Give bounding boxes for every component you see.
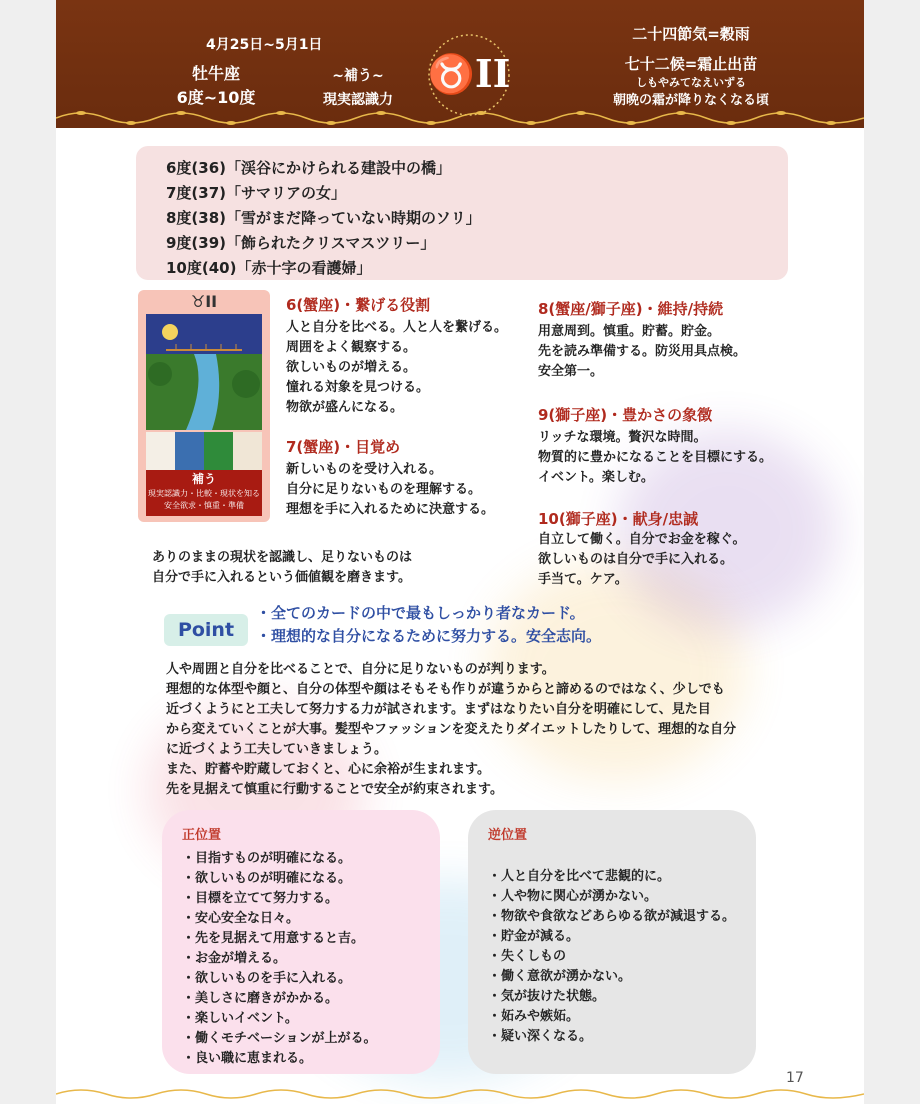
section-7-title: 7(蟹座)・目覚め bbox=[286, 438, 401, 456]
section-10-title: 10(獅子座)・献身/忠誠 bbox=[538, 510, 699, 528]
theme-subtitle: ~補う~ bbox=[332, 68, 384, 84]
list-item: ・働く意欲が湧かない。 bbox=[488, 969, 632, 984]
text-line: 安全第一。 bbox=[538, 364, 604, 379]
glyph-text: ♉II bbox=[427, 51, 511, 96]
point-body bbox=[166, 660, 786, 800]
vine-footer-icon bbox=[56, 1084, 864, 1104]
vine-border-icon bbox=[56, 106, 864, 128]
text-line: 自分で手に入れるという価値観を磨きます。 bbox=[152, 570, 411, 585]
list-item: ・お金が増える。 bbox=[182, 951, 287, 966]
text-line: 理想を手に入れるために決意する。 bbox=[286, 502, 495, 517]
text-line: 自分に足りないものを理解する。 bbox=[286, 482, 482, 497]
text-line: リッチな環境。贅沢な時間。 bbox=[538, 430, 707, 445]
section-6-body bbox=[286, 318, 507, 418]
text-line: ・全てのカードの中で最もしっかり者なカード。 bbox=[256, 604, 585, 622]
degree-line: 9度(39)「飾られたクリスマスツリー」 bbox=[166, 234, 436, 252]
kou-reading: しもやみてなえいずる bbox=[636, 76, 746, 89]
list-item: ・欲しいものが明確になる。 bbox=[182, 871, 352, 886]
point-highlights bbox=[256, 602, 601, 648]
list-item: ・楽しいイベント。 bbox=[182, 1011, 298, 1026]
reversed-box bbox=[468, 810, 756, 1074]
text-line: 近づくようにと工夫して努力する力が試されます。まずはなりたい自分を明確にして、見た目 bbox=[166, 702, 711, 717]
list-item: ・人と自分を比べて悲観的に。 bbox=[488, 869, 671, 884]
upright-box bbox=[162, 810, 440, 1074]
degree-symbols-box bbox=[136, 146, 788, 280]
point-badge: Point bbox=[164, 614, 248, 646]
list-item: ・気が抜けた状態。 bbox=[488, 989, 606, 1004]
card-image-strip bbox=[146, 432, 262, 470]
card-name: 補う bbox=[191, 472, 216, 486]
date-range: 4月25日~5月1日 bbox=[206, 37, 323, 53]
text-line: 理想的な体型や顔と、自分の体型や顔はそもそも作りが違うからと諦めるのではなく、少しでも bbox=[166, 682, 725, 697]
season-block bbox=[576, 22, 806, 112]
degree-line: 7度(37)「サマリアの女」 bbox=[166, 184, 347, 202]
upright-title: 正位置 bbox=[182, 828, 222, 843]
text-line: に近づくよう工夫していきましょう。 bbox=[166, 742, 388, 757]
sign-name: 牡牛座 bbox=[191, 64, 240, 83]
card-bridge-scene-icon bbox=[146, 314, 262, 430]
degree-line: 6度(36)「渓谷にかけられる建設中の橋」 bbox=[166, 159, 452, 177]
text-line: 物欲が盛んになる。 bbox=[286, 400, 404, 415]
list-item: ・美しさに磨きがかかる。 bbox=[182, 991, 339, 1006]
text-line: 自立して働く。自分でお金を稼ぐ。 bbox=[538, 532, 746, 547]
section-10-body bbox=[538, 530, 745, 590]
list-item: ・先を見据えて用意すると吉。 bbox=[182, 931, 365, 946]
section-7-body bbox=[286, 460, 494, 520]
list-item: ・安心安全な日々。 bbox=[182, 911, 300, 926]
card-keywords: 安全欲求・慎重・準備 bbox=[164, 501, 244, 510]
text-line: 手当て。ケア。 bbox=[538, 572, 628, 587]
text-line: 用意周到。慎重。貯蓄。貯金。 bbox=[538, 324, 721, 339]
text-line: 人や周囲と自分を比べることで、自分に足りないものが判ります。 bbox=[166, 662, 555, 677]
list-item: ・物欲や食欲などあらゆる欲が減退する。 bbox=[488, 909, 736, 924]
theme-block bbox=[308, 64, 408, 112]
tarot-card-image bbox=[138, 290, 270, 522]
section-8-body bbox=[538, 322, 746, 382]
theme-title: 現実認識力 bbox=[323, 92, 393, 108]
list-item: ・妬みや嫉妬。 bbox=[488, 1009, 580, 1024]
card-glyph: ♉II bbox=[190, 292, 218, 311]
list-item: ・人や物に関心が湧かない。 bbox=[488, 889, 658, 904]
card-keywords: 現実認識力・比較・現状を知る bbox=[148, 489, 260, 498]
list-item: ・疑い深くなる。 bbox=[488, 1029, 593, 1044]
text-line: ありのままの現状を認識し、足りないものは bbox=[152, 550, 413, 565]
list-item: ・良い職に恵まれる。 bbox=[182, 1051, 313, 1066]
text-line: 欲しいものが増える。 bbox=[286, 360, 417, 375]
list-item: ・欲しいものを手に入れる。 bbox=[182, 971, 352, 986]
kou-meaning: 朝晩の霜が降りなくなる頃 bbox=[612, 93, 769, 108]
card-summary bbox=[152, 548, 412, 588]
page bbox=[56, 0, 864, 1104]
text-line: 新しいものを受け入れる。 bbox=[286, 462, 443, 477]
section-9-body bbox=[538, 428, 772, 488]
section-9-title: 9(獅子座)・豊かさの象徴 bbox=[538, 406, 713, 424]
text-line: 欲しいものは自分で手に入れる。 bbox=[538, 552, 734, 567]
list-item: ・目指すものが明確になる。 bbox=[182, 851, 352, 866]
list-item: ・働くモチベーションが上がる。 bbox=[182, 1031, 377, 1046]
page-number: 17 bbox=[786, 1070, 804, 1086]
text-line: 人と自分を比べる。人と人を繋げる。 bbox=[286, 320, 508, 335]
text-line: また、貯蓄や貯蔵しておくと、心に余裕が生まれます。 bbox=[166, 762, 490, 777]
kou-text: 七十二候=霜止出苗 bbox=[624, 55, 758, 73]
section-8-title: 8(蟹座/獅子座)・維持/持続 bbox=[538, 300, 724, 318]
text-line: ・理想的な自分になるために努力する。安全志向。 bbox=[256, 627, 602, 645]
text-line: 憧れる対象を見つける。 bbox=[286, 380, 430, 395]
header-band bbox=[56, 0, 864, 128]
reversed-title: 逆位置 bbox=[488, 828, 528, 843]
degree-range: 6度~10度 bbox=[176, 88, 256, 107]
list-item: ・貯金が減る。 bbox=[488, 929, 580, 944]
section-6-title: 6(蟹座)・繋げる役割 bbox=[286, 296, 431, 314]
list-item: ・目標を立てて努力する。 bbox=[182, 891, 339, 906]
sekki-text: 二十四節気=穀雨 bbox=[632, 25, 750, 43]
card-name-panel bbox=[146, 470, 262, 516]
sign-block bbox=[164, 62, 268, 110]
text-line: から変えていくことが大事。髪型やファッションを変えたりダイエットしたりして、理想的な自分 bbox=[166, 722, 737, 737]
text-line: 物質的に豊かになることを目標にする。 bbox=[538, 450, 773, 465]
text-line: 先を読み準備する。防災用具点検。 bbox=[538, 344, 747, 359]
text-line: 先を見据えて慎重に行動することで安全が約束されます。 bbox=[166, 782, 503, 797]
list-item: ・失くしもの bbox=[488, 949, 567, 964]
degree-line: 10度(40)「赤十字の看護婦」 bbox=[166, 259, 372, 277]
degree-line: 8度(38)「雪がまだ降っていない時期のソリ」 bbox=[166, 209, 481, 227]
text-line: イベント。楽しむ。 bbox=[538, 470, 654, 485]
text-line: 周囲をよく観察する。 bbox=[286, 340, 417, 355]
